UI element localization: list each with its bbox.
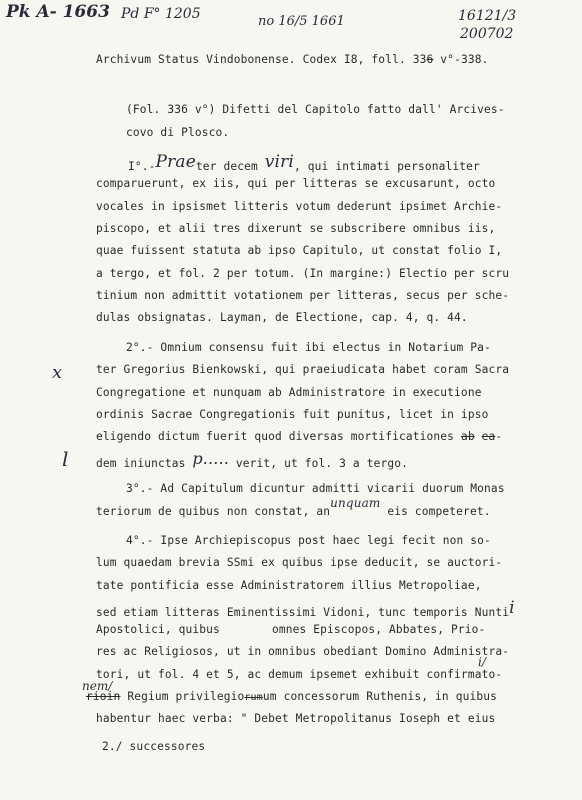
handwritten-insertion: unquam	[330, 496, 381, 510]
number-mark: no 16/5 1661	[258, 14, 345, 29]
reference-mark-2: 200702	[460, 26, 514, 42]
margin-x-mark: x	[52, 362, 63, 383]
handwritten-insertion: i/	[478, 655, 486, 669]
handwritten-insertion: i	[509, 598, 515, 618]
paragraph-3-line: 3°.- Ad Capitulum dicuntur admitti vicarii duorum Monas	[126, 482, 505, 495]
reference-mark-1: 16121/3	[458, 8, 517, 24]
page-continuation: 2./ successores	[102, 740, 206, 753]
section-title-line2: covo di Plosco.	[126, 126, 230, 139]
handwritten-insertion: p.....	[192, 449, 229, 468]
paragraph-1-line: comparuerunt, ex iis, qui per litteras se excusarunt, octo	[96, 177, 496, 190]
paragraph-4-line: tori, ut fol. 4 et 5, ac demum ipsemet exhibuit confirmato-	[96, 668, 503, 681]
archive-header: Archivum Status Vindobonense. Codex I8, foll. 336 v°-338.	[96, 53, 489, 66]
paragraph-4-line: tate pontificia esse Administratorem illius Metropoliae,	[96, 579, 482, 592]
section-title-line1: (Fol. 336 v°) Difetti del Capitolo fatto dall' Arcives-	[126, 103, 505, 116]
handwritten-insertion: nem/	[82, 679, 113, 693]
paragraph-1-line: dulas obsignatas. Layman, de Electione, cap. 4, q. 44.	[96, 311, 468, 324]
paragraph-1-line: piscopo, et alii tres dixerunt se subscribere omnibus iis,	[96, 222, 496, 235]
paragraph-4-line: Apostolici, quibus omnes Episcopos, Abbates, Prio-	[96, 623, 486, 636]
paragraph-1-line: vocales in ipsismet litteris votum dederunt ipsimet Archie-	[96, 200, 503, 213]
archive-mark: Pk A- 1663	[6, 2, 110, 22]
handwritten-insertion: viri	[264, 152, 295, 172]
paragraph-4-line: 4°.- Ipse Archiepiscopus post haec legi fecit non so-	[126, 534, 491, 547]
folio-mark: Pd F° 1205	[121, 6, 201, 22]
paragraph-3-line: teriorum de quibus non constat, anunquam eis competeret.	[96, 496, 491, 518]
paragraph-4-line: sed etiam litteras Eminentissimi Vidoni, tunc temporis Nuntii	[96, 598, 515, 619]
handwritten-insertion: Prae	[155, 152, 196, 172]
paragraph-1-line: tinium non admittit votationem per litteras, secus per sche-	[96, 289, 510, 302]
paragraph-2-line: eligendo dictum fuerit quod diversas mortificationes ab ea-	[96, 430, 503, 443]
paragraph-4-line: lum quaedam brevia SSmi ex quibus ipse deducit, se auctori-	[96, 556, 503, 569]
paragraph-1-line: quae fuissent statuta ab ipso Capitulo, ut constat folio I,	[96, 244, 503, 257]
paragraph-2-line: Congregatione et nunquam ab Administratore in executione	[96, 386, 482, 399]
paragraph-4-line: res ac Religiosos, ut in omnibus obediant Domino Administra-	[96, 645, 510, 658]
paragraph-2-line: dem iniunctas p..... verit, ut fol. 3 a tergo.	[96, 449, 409, 470]
margin-l-mark: l	[62, 447, 69, 471]
paragraph-2-line: 2°.- Omnium consensu fuit ibi electus in Notarium Pa-	[126, 341, 491, 354]
paragraph-2-line: ter Gregorius Bienkowski, qui praeiudicata habet coram Sacra	[96, 363, 510, 376]
paragraph-4-line: rioin Regium privilegiorumum concessorum Ruthenis, in quibus	[86, 690, 498, 703]
paragraph-1-line: a tergo, et fol. 2 per totum. (In margine:) Electio per scru	[96, 267, 510, 280]
paragraph-2-line: ordinis Sacrae Congregationis fuit punitus, licet in ipso	[96, 408, 489, 421]
paragraph-1-line: I°.-Praeter decem viri, qui intimati personaliter	[128, 152, 480, 173]
paragraph-4-line: habentur haec verba: " Debet Metropolitanus Ioseph et eius	[96, 712, 496, 725]
